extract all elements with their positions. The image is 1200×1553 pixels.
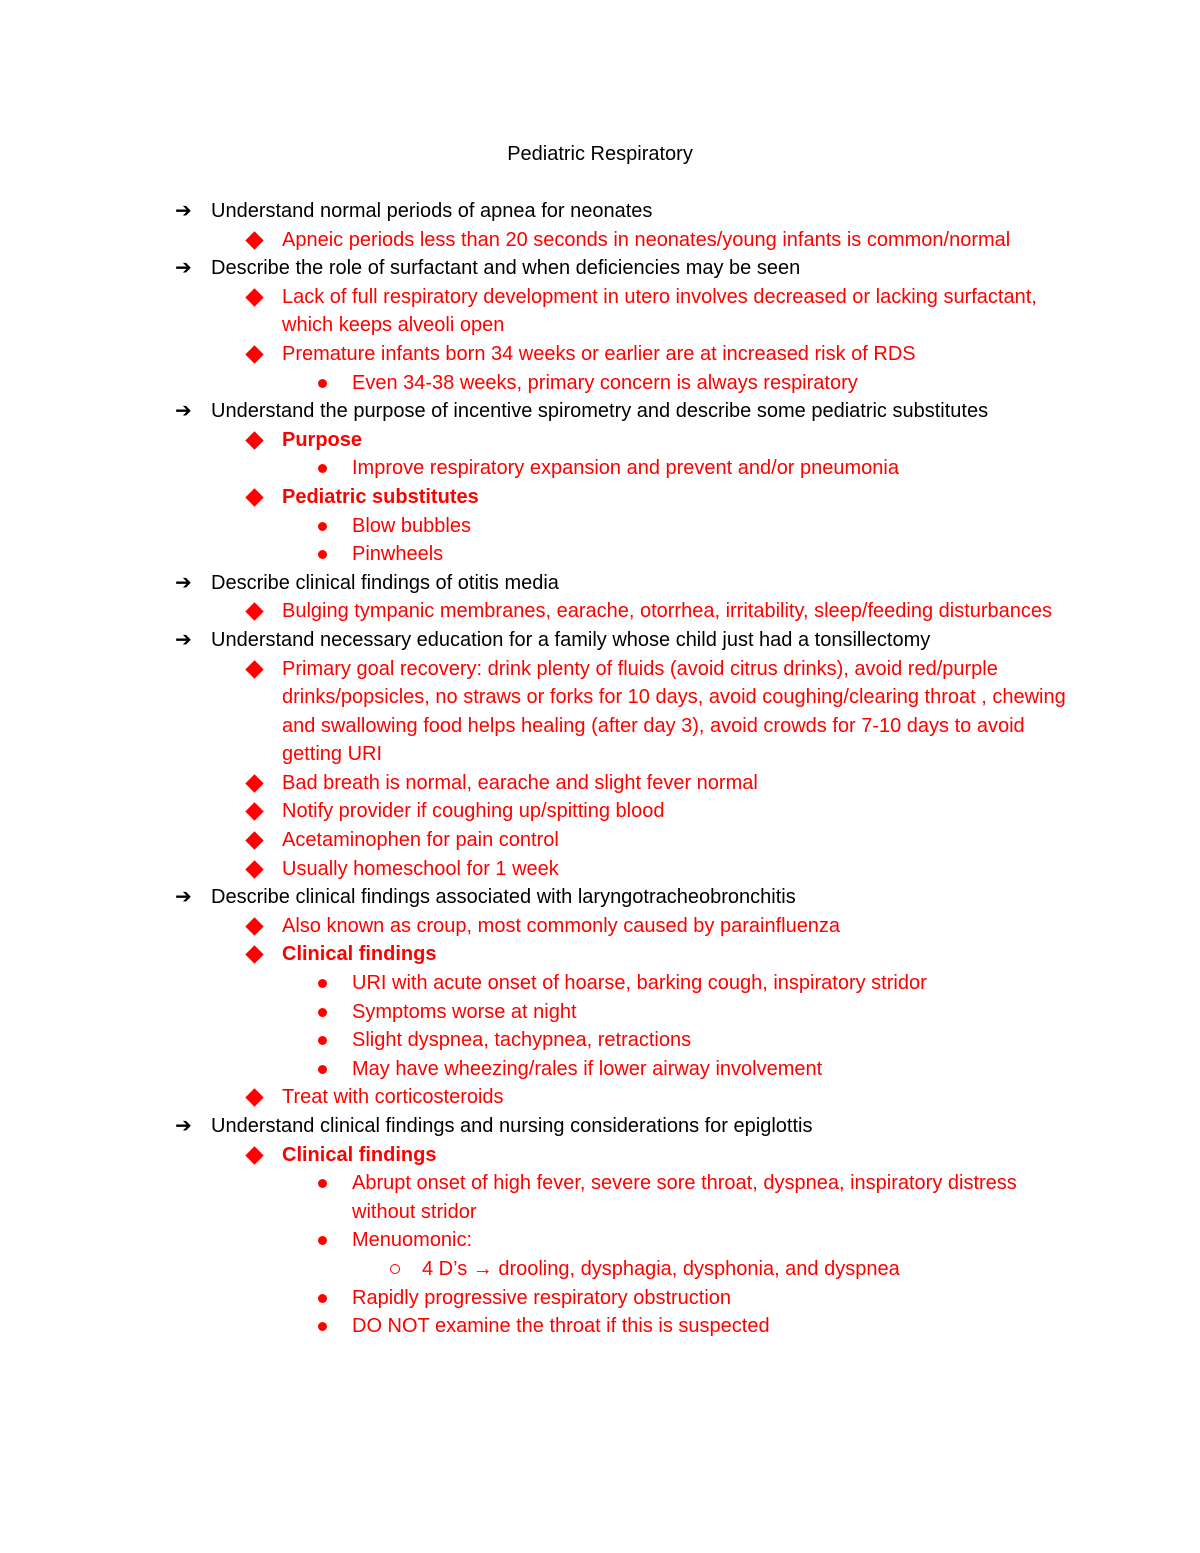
diamond-icon	[248, 826, 261, 856]
diamond-icon	[248, 912, 261, 942]
outline-item-level-2	[0, 1141, 1072, 1170]
diamond-icon	[248, 655, 261, 685]
filled-circle-icon	[318, 998, 327, 1028]
outline-item-text: Rapidly progressive respiratory obstruction	[352, 1286, 732, 1309]
filled-circle-icon	[318, 512, 327, 542]
filled-circle-icon	[318, 1312, 327, 1342]
outline-item-level-1	[0, 883, 1081, 912]
outline-item-text: Describe clinical findings of otitis media	[211, 571, 559, 594]
outline-item-text: Describe the role of surfactant and when deficiencies may be seen	[211, 257, 801, 280]
outline-item-level-3	[0, 1312, 1072, 1341]
outline-item-text: Improve respiratory expansion and prevent and/or pneumonia	[352, 457, 899, 480]
outline-item-text: Treat with corticosteroids	[282, 1086, 504, 1109]
filled-circle-icon	[318, 454, 327, 484]
outline-item-level-2	[0, 940, 1072, 969]
outline-item-text: Blow bubbles	[352, 514, 471, 537]
outline-item-text: Notify provider if coughing up/spitting blood	[282, 800, 665, 823]
outline-item-level-3	[0, 969, 1072, 998]
outline-item-text: Also known as croup, most commonly caused by parainfluenza	[282, 914, 841, 937]
outline-item-text: Menuomonic:	[352, 1229, 473, 1252]
filled-circle-icon	[318, 1226, 327, 1256]
diamond-icon	[248, 597, 261, 627]
outline-item-text: Clinical findings	[282, 1143, 437, 1166]
filled-circle-icon	[318, 1055, 327, 1085]
outline-item-level-3	[0, 369, 1072, 398]
outline-item-text: URI with acute onset of hoarse, barking cough, inspiratory stridor	[352, 972, 927, 995]
outline-item-level-2	[0, 855, 1072, 884]
outline-item-level-2	[0, 283, 1072, 340]
arrow-right-icon: ➔	[175, 257, 192, 280]
outline-item-text: Pinwheels	[352, 543, 444, 566]
diamond-icon	[248, 769, 261, 799]
outline-item-level-3	[0, 512, 1072, 541]
outline-item-text: Premature infants born 34 weeks or earlier are at increased risk of RDS	[282, 342, 916, 365]
outline-item-level-3	[0, 454, 1072, 483]
outline-item-text: Understand normal periods of apnea for neonates	[211, 200, 653, 222]
diamond-icon	[248, 797, 261, 827]
filled-circle-icon	[318, 1169, 327, 1199]
outline-item-level-2	[0, 340, 1072, 369]
outline-item-level-1	[0, 569, 1081, 598]
filled-circle-icon	[318, 1026, 327, 1056]
outline-item-text: Usually homeschool for 1 week	[282, 857, 559, 880]
outline-item-text: Lack of full respiratory development in utero involves decreased or lacking surfactant, which keeps alveoli open	[282, 285, 1037, 337]
hollow-circle-icon	[390, 1255, 400, 1285]
outline-item-text: 4 D’s → drooling, dysphagia, dysphonia, and dyspnea	[422, 1257, 900, 1280]
outline-item-text: Understand clinical findings and nursing considerations for epiglottis	[211, 1115, 813, 1137]
document-title: Pediatric Respiratory	[507, 143, 693, 165]
arrow-right-icon: ➔	[175, 886, 192, 909]
outline-item-text: Symptoms worse at night	[352, 1000, 577, 1023]
outline-item-level-1	[0, 1112, 1081, 1141]
diamond-icon	[248, 426, 261, 456]
filled-circle-icon	[318, 369, 327, 399]
outline-item-level-3	[0, 1055, 1072, 1084]
outline-list	[0, 197, 1200, 1341]
outline-item-level-3	[0, 998, 1072, 1027]
diamond-icon	[248, 283, 261, 313]
outline-item-level-1	[0, 397, 1081, 426]
outline-item-text: Purpose	[282, 428, 363, 451]
arrow-right-icon: ➔	[175, 400, 192, 423]
outline-item-level-2	[0, 826, 1072, 855]
outline-item-level-1	[0, 197, 1081, 226]
outline-item-text: May have wheezing/rales if lower airway involvement	[352, 1057, 823, 1080]
filled-circle-icon	[318, 969, 327, 999]
diamond-icon	[248, 1083, 261, 1113]
outline-item-level-3	[0, 1026, 1072, 1055]
outline-item-level-4	[0, 1255, 1072, 1284]
filled-circle-icon	[318, 1284, 327, 1314]
outline-item-level-3	[0, 1284, 1072, 1313]
outline-item-text: Acetaminophen for pain control	[282, 829, 559, 852]
outline-item-level-2	[0, 797, 1072, 826]
filled-circle-icon	[318, 540, 327, 570]
outline-item-text: Slight dyspnea, tachypnea, retractions	[352, 1029, 692, 1052]
outline-item-level-3	[0, 540, 1072, 569]
outline-item-text: Understand the purpose of incentive spirometry and describe some pediatric substitutes	[211, 400, 989, 423]
arrow-right-icon: ➔	[175, 1115, 192, 1137]
arrow-right-icon: ➔	[175, 200, 192, 222]
diamond-icon	[248, 855, 261, 885]
outline-item-text: Apneic periods less than 20 seconds in neonates/young infants is common/normal	[282, 228, 1011, 251]
outline-item-text: Even 34-38 weeks, primary concern is always respiratory	[352, 371, 858, 394]
outline-item-text: Abrupt onset of high fever, severe sore throat, dyspnea, inspiratory distress without stridor	[352, 1172, 1017, 1223]
outline-item-level-3	[0, 1169, 1072, 1226]
outline-item-text: Pediatric substitutes	[282, 485, 479, 508]
outline-item-level-2	[0, 912, 1072, 941]
diamond-icon	[248, 483, 261, 513]
outline-item-text: DO NOT examine the throat if this is suspected	[352, 1315, 770, 1338]
outline-item-text: Bad breath is normal, earache and slight fever normal	[282, 771, 758, 794]
diamond-icon	[248, 340, 261, 370]
outline-item-level-2	[0, 769, 1072, 798]
diamond-icon	[248, 940, 261, 970]
outline-item-text: Describe clinical findings associated with laryngotracheobronchitis	[211, 886, 796, 909]
outline-item-level-2	[0, 483, 1072, 512]
outline-item-level-2	[0, 597, 1072, 626]
outline-item-text: Understand necessary education for a family whose child just had a tonsillectomy	[211, 628, 931, 651]
outline-item-level-2	[0, 226, 1072, 255]
arrow-right-icon: ➔	[175, 628, 192, 651]
outline-item-text: Clinical findings	[282, 943, 437, 966]
outline-item-level-1	[0, 254, 1081, 283]
arrow-right-icon: ➔	[175, 571, 192, 594]
diamond-icon	[248, 1141, 261, 1171]
outline-item-level-2	[0, 426, 1072, 455]
outline-item-level-2	[0, 1083, 1072, 1112]
outline-item-level-3	[0, 1226, 1072, 1255]
diamond-icon	[248, 226, 261, 256]
outline-item-text: Bulging tympanic membranes, earache, otorrhea, irritability, sleep/feeding disturbances	[282, 600, 1053, 623]
outline-item-level-2	[0, 655, 1072, 769]
outline-item-text: Primary goal recovery: drink plenty of fluids (avoid citrus drinks), avoid red/purple drinks/popsicles, no straws or forks for 10 days, avoid coughing/clearing throat , chewing and swallowing food helps healing (after day 3), avoid crowds for 7-10 days to avoid getting URI	[282, 657, 1066, 766]
outline-item-level-1	[0, 626, 1081, 655]
